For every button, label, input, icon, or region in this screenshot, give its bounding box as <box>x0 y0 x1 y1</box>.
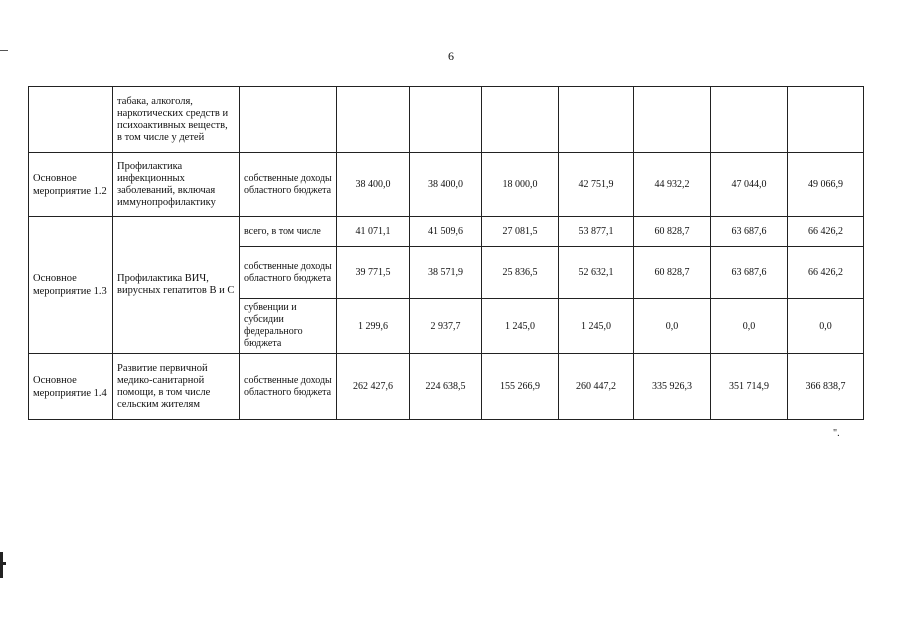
value-cell: 1 299,6 <box>337 299 410 354</box>
value-cell <box>711 87 788 153</box>
table-row <box>29 217 864 247</box>
value-cell <box>559 87 634 153</box>
value-cell: 53 877,1 <box>559 217 634 247</box>
value-cell: 63 687,6 <box>711 247 788 299</box>
value-cell: 63 687,6 <box>711 217 788 247</box>
value-cell: 47 044,0 <box>711 153 788 217</box>
scan-edge-mark <box>0 552 3 578</box>
value-cell <box>634 87 711 153</box>
event-name-cell: Развитие первичной медико-санитарной помощи, в том числе сельским жителям <box>113 354 240 420</box>
table-row <box>29 87 864 153</box>
value-cell: 0,0 <box>788 299 864 354</box>
funding-source-cell: собственные доходы областного бюджета <box>240 153 337 217</box>
closing-quote-mark: ". <box>833 428 840 439</box>
value-cell: 41 509,6 <box>410 217 482 247</box>
value-cell: 49 066,9 <box>788 153 864 217</box>
margin-tick <box>0 50 8 51</box>
value-cell: 38 571,9 <box>410 247 482 299</box>
budget-table <box>28 86 864 420</box>
table-row <box>29 354 864 420</box>
value-cell: 44 932,2 <box>634 153 711 217</box>
value-cell: 1 245,0 <box>559 299 634 354</box>
funding-source-cell: собственные доходы областного бюджета <box>240 247 337 299</box>
page-number: 6 <box>448 49 454 63</box>
funding-source-cell <box>240 87 337 153</box>
value-cell: 260 447,2 <box>559 354 634 420</box>
value-cell: 262 427,6 <box>337 354 410 420</box>
value-cell: 52 632,1 <box>559 247 634 299</box>
value-cell: 0,0 <box>711 299 788 354</box>
value-cell: 351 714,9 <box>711 354 788 420</box>
value-cell: 2 937,7 <box>410 299 482 354</box>
value-cell: 38 400,0 <box>410 153 482 217</box>
value-cell: 0,0 <box>634 299 711 354</box>
value-cell: 155 266,9 <box>482 354 559 420</box>
value-cell: 66 426,2 <box>788 217 864 247</box>
event-name-cell: табака, алкоголя, наркотических средств и психоактивных веществ, в том числе у детей <box>113 87 240 153</box>
event-name-cell: Профилактика ВИЧ, вирусных гепатитов В и С <box>113 217 240 354</box>
value-cell <box>788 87 864 153</box>
value-cell: 42 751,9 <box>559 153 634 217</box>
event-name-cell: Профилактика инфекционных заболеваний, включая иммунопрофилактику <box>113 153 240 217</box>
value-cell <box>337 87 410 153</box>
funding-source-cell: собственные доходы областного бюджета <box>240 354 337 420</box>
table-row <box>29 153 864 217</box>
value-cell: 41 071,1 <box>337 217 410 247</box>
value-cell: 224 638,5 <box>410 354 482 420</box>
value-cell: 39 771,5 <box>337 247 410 299</box>
value-cell: 60 828,7 <box>634 247 711 299</box>
event-cell: Основное мероприятие 1.3 <box>29 217 113 354</box>
scan-edge-mark <box>0 562 6 565</box>
funding-source-cell: всего, в том числе <box>240 217 337 247</box>
value-cell: 27 081,5 <box>482 217 559 247</box>
value-cell: 25 836,5 <box>482 247 559 299</box>
event-cell: Основное мероприятие 1.2 <box>29 153 113 217</box>
value-cell: 38 400,0 <box>337 153 410 217</box>
value-cell: 366 838,7 <box>788 354 864 420</box>
funding-source-cell: субвенции и субсидии федерального бюджета <box>240 299 337 354</box>
value-cell: 335 926,3 <box>634 354 711 420</box>
value-cell <box>410 87 482 153</box>
value-cell <box>482 87 559 153</box>
value-cell: 1 245,0 <box>482 299 559 354</box>
value-cell: 60 828,7 <box>634 217 711 247</box>
event-cell: Основное мероприятие 1.4 <box>29 354 113 420</box>
event-cell <box>29 87 113 153</box>
value-cell: 66 426,2 <box>788 247 864 299</box>
value-cell: 18 000,0 <box>482 153 559 217</box>
